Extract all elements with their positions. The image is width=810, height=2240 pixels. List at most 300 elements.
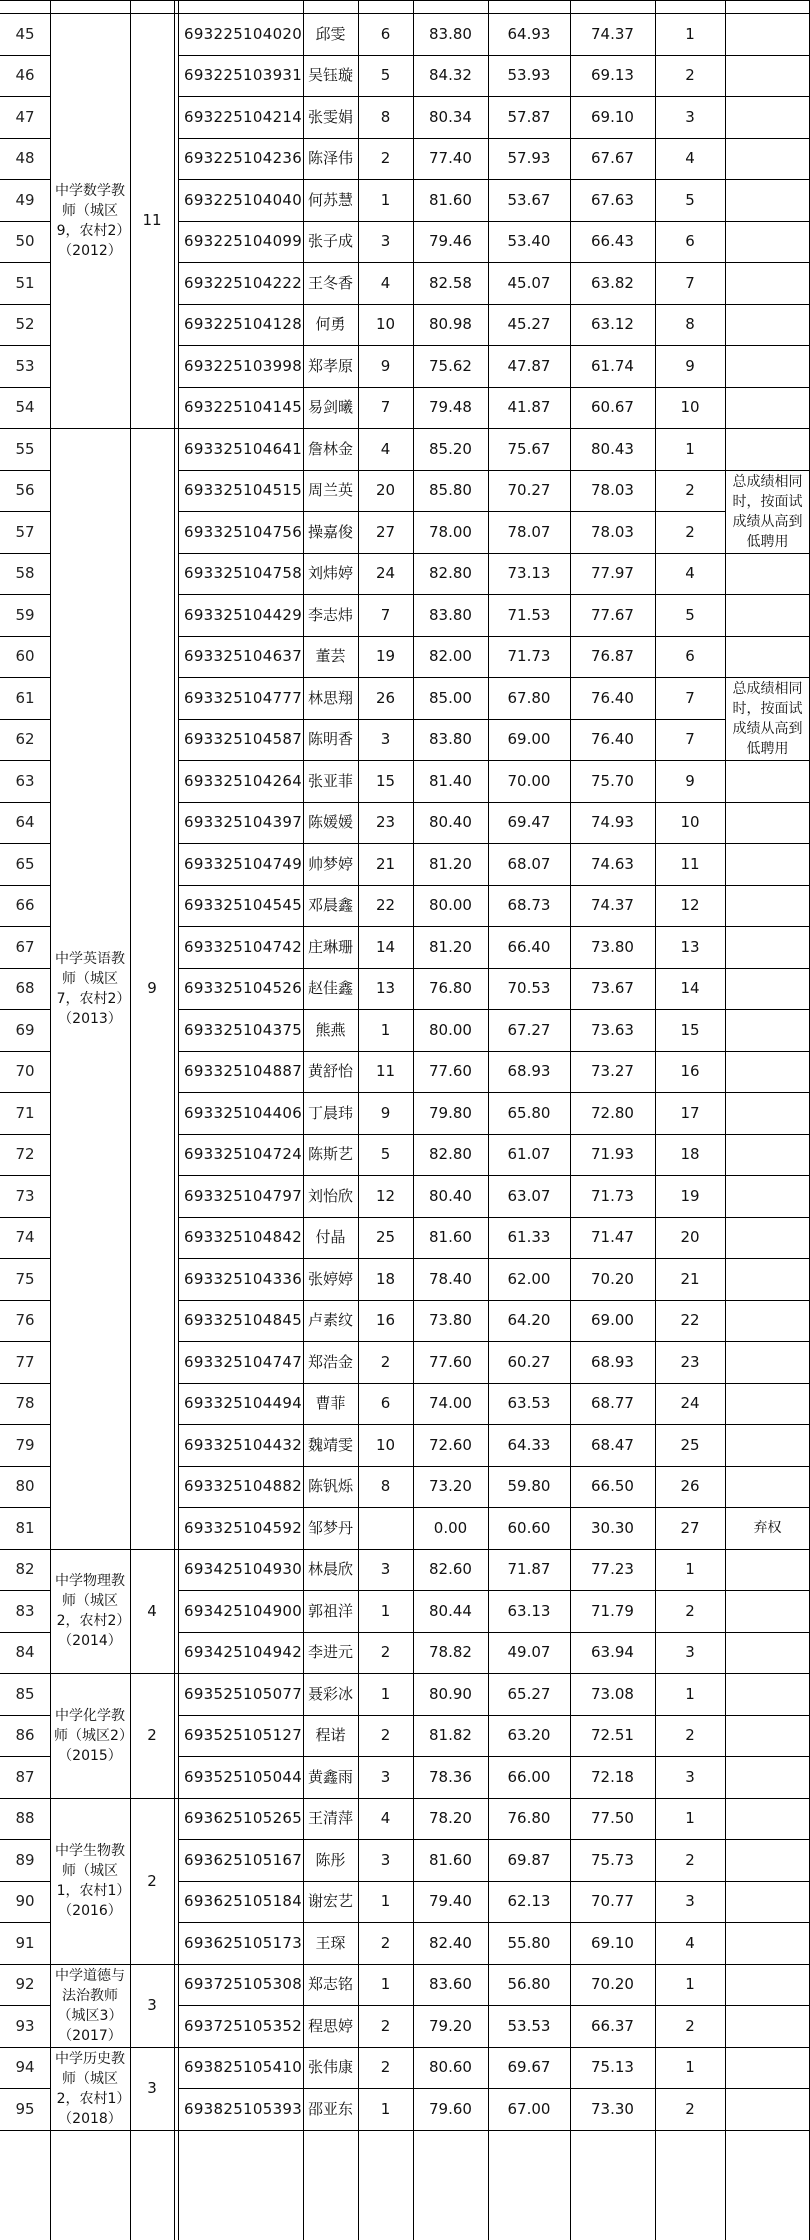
grid-line bbox=[725, 1839, 810, 1840]
candidate-name: 李志炜 bbox=[307, 605, 353, 624]
written-score: 64.93 bbox=[507, 24, 551, 43]
grid-line bbox=[178, 13, 725, 14]
row-number: 66 bbox=[15, 896, 35, 915]
grid-line bbox=[725, 843, 810, 844]
grid-line bbox=[178, 1258, 725, 1259]
grid-line bbox=[178, 2088, 725, 2089]
draw-number: 1 bbox=[380, 2099, 391, 2118]
grid-line bbox=[413, 0, 414, 2240]
grid-line bbox=[50, 1798, 178, 1799]
grid-line bbox=[725, 1009, 810, 1010]
row-number: 78 bbox=[15, 1394, 35, 1413]
total-score: 75.73 bbox=[591, 1850, 634, 1869]
candidate-name: 何苏慧 bbox=[307, 190, 353, 209]
grid-line bbox=[0, 1715, 50, 1716]
draw-number: 8 bbox=[380, 1477, 391, 1496]
grid-line bbox=[725, 55, 810, 56]
grid-line bbox=[178, 553, 725, 554]
row-number: 87 bbox=[15, 1767, 35, 1786]
row-number: 52 bbox=[15, 315, 35, 334]
row-number: 72 bbox=[15, 1145, 35, 1164]
grid-line bbox=[0, 470, 50, 471]
grid-line bbox=[725, 1424, 810, 1425]
grid-line bbox=[655, 0, 656, 2240]
written-score: 64.33 bbox=[507, 1435, 551, 1454]
rank: 4 bbox=[685, 564, 695, 583]
grid-line bbox=[178, 2047, 725, 2048]
written-score: 71.53 bbox=[507, 605, 551, 624]
rank: 15 bbox=[680, 1020, 700, 1039]
candidate-name: 张子成 bbox=[307, 232, 353, 251]
grid-line bbox=[725, 1964, 810, 1965]
written-score: 64.20 bbox=[507, 1311, 551, 1330]
remark bbox=[725, 1051, 810, 1092]
rank: 3 bbox=[685, 1767, 695, 1786]
ticket-number: 693325104747 bbox=[184, 1352, 303, 1371]
draw-number: 6 bbox=[380, 24, 391, 43]
grid-line bbox=[0, 1051, 50, 1052]
grid-line bbox=[725, 885, 810, 886]
remark bbox=[725, 926, 810, 968]
ticket-number: 693425104942 bbox=[184, 1643, 303, 1662]
grid-line bbox=[178, 1673, 725, 1674]
candidate-name: 邵亚东 bbox=[307, 2099, 353, 2118]
candidate-name: 李进元 bbox=[307, 1643, 353, 1662]
rank: 23 bbox=[680, 1352, 700, 1371]
ticket-number: 693525105127 bbox=[184, 1726, 303, 1745]
candidate-name: 卢素纹 bbox=[307, 1311, 353, 1330]
rank: 1 bbox=[685, 1975, 695, 1994]
grid-line bbox=[725, 2047, 810, 2048]
hiring-quota: 3 bbox=[147, 1996, 157, 2015]
grid-line bbox=[178, 470, 725, 471]
hiring-quota: 11 bbox=[142, 211, 162, 230]
ticket-number: 693225104040 bbox=[184, 190, 303, 209]
row-number: 51 bbox=[15, 273, 35, 292]
total-score: 75.13 bbox=[591, 2058, 634, 2077]
total-score: 69.10 bbox=[591, 107, 634, 126]
candidate-name: 郑孝原 bbox=[307, 356, 353, 375]
total-score: 73.08 bbox=[591, 1684, 634, 1703]
grid-line bbox=[725, 1466, 810, 1467]
written-score: 65.80 bbox=[507, 1103, 551, 1122]
draw-number: 22 bbox=[375, 896, 396, 915]
ticket-number: 693825105393 bbox=[184, 2099, 303, 2118]
grid-line bbox=[178, 304, 725, 305]
remark bbox=[725, 968, 810, 1009]
row-number: 68 bbox=[15, 979, 35, 998]
ticket-number: 693225104128 bbox=[184, 315, 303, 334]
remark bbox=[725, 262, 810, 304]
grid-line bbox=[725, 470, 810, 471]
rank: 9 bbox=[685, 771, 695, 790]
ticket-number: 693225104236 bbox=[184, 149, 303, 168]
written-score: 71.87 bbox=[507, 1560, 551, 1579]
remark bbox=[725, 2005, 810, 2047]
written-score: 70.53 bbox=[507, 979, 551, 998]
written-score: 60.27 bbox=[507, 1352, 551, 1371]
total-score: 71.73 bbox=[591, 1186, 634, 1205]
hiring-quota: 2 bbox=[147, 1726, 157, 1745]
total-score: 75.70 bbox=[591, 771, 634, 790]
written-score: 49.07 bbox=[507, 1643, 551, 1662]
ticket-number: 693325104375 bbox=[184, 1020, 303, 1039]
hiring-quota: 2 bbox=[147, 1871, 157, 1890]
draw-number: 25 bbox=[375, 1228, 396, 1247]
written-score: 71.73 bbox=[507, 647, 551, 666]
rank: 9 bbox=[685, 356, 695, 375]
candidate-name: 郑志铭 bbox=[307, 1975, 353, 1994]
interview-score: 79.48 bbox=[429, 398, 472, 417]
grid-line bbox=[178, 1632, 725, 1633]
remark bbox=[725, 428, 810, 470]
grid-line bbox=[0, 1217, 50, 1218]
total-score: 67.63 bbox=[591, 190, 634, 209]
candidate-name: 程思婷 bbox=[307, 2016, 353, 2035]
row-number: 80 bbox=[15, 1477, 35, 1496]
interview-score: 83.80 bbox=[429, 605, 472, 624]
interview-score: 81.20 bbox=[429, 937, 472, 956]
ticket-number: 693325104882 bbox=[184, 1477, 303, 1496]
ticket-number: 693325104724 bbox=[184, 1145, 303, 1164]
grid-line bbox=[725, 968, 810, 969]
row-number: 89 bbox=[15, 1850, 35, 1869]
ticket-number: 693325104587 bbox=[184, 730, 303, 749]
candidate-name: 陈明香 bbox=[307, 730, 353, 749]
grid-line bbox=[0, 0, 810, 1]
interview-score: 73.80 bbox=[429, 1311, 472, 1330]
grid-line bbox=[178, 1590, 725, 1591]
rank: 1 bbox=[685, 1809, 695, 1828]
interview-score: 80.40 bbox=[429, 1186, 472, 1205]
remark bbox=[725, 636, 810, 677]
candidate-name: 易剑曦 bbox=[307, 398, 353, 417]
rank: 7 bbox=[685, 730, 695, 749]
total-score: 68.47 bbox=[591, 1435, 634, 1454]
interview-score: 79.46 bbox=[429, 232, 472, 251]
interview-score: 80.60 bbox=[429, 2058, 472, 2077]
draw-number: 2 bbox=[380, 1352, 391, 1371]
row-number: 45 bbox=[15, 24, 35, 43]
rank: 11 bbox=[680, 854, 700, 873]
ticket-number: 693325104887 bbox=[184, 1062, 303, 1081]
grid-line bbox=[725, 677, 810, 678]
row-number: 90 bbox=[15, 1892, 35, 1911]
total-score: 73.30 bbox=[591, 2099, 634, 2118]
ticket-number: 693425104930 bbox=[184, 1560, 303, 1579]
grid-line bbox=[50, 428, 178, 429]
grid-line bbox=[0, 1756, 50, 1757]
total-score: 74.37 bbox=[591, 24, 634, 43]
written-score: 67.00 bbox=[507, 2099, 551, 2118]
row-number: 58 bbox=[15, 564, 35, 583]
candidate-name: 陈泽伟 bbox=[307, 149, 353, 168]
rank: 2 bbox=[685, 481, 695, 500]
candidate-name: 陈斯艺 bbox=[307, 1145, 353, 1164]
rank: 24 bbox=[680, 1394, 700, 1413]
total-score: 68.93 bbox=[591, 1352, 634, 1371]
total-score: 67.67 bbox=[591, 149, 634, 168]
grid-line bbox=[178, 179, 725, 180]
remark bbox=[725, 1964, 810, 2005]
grid-line bbox=[0, 1175, 50, 1176]
draw-number: 21 bbox=[375, 854, 396, 873]
candidate-name: 庄琳珊 bbox=[307, 937, 353, 956]
remark bbox=[725, 1009, 810, 1051]
grid-line bbox=[725, 138, 810, 139]
grid-line bbox=[725, 2005, 810, 2006]
interview-score: 81.60 bbox=[429, 190, 472, 209]
candidate-name: 张亚菲 bbox=[307, 771, 353, 790]
grid-line bbox=[178, 843, 725, 844]
interview-score: 82.60 bbox=[429, 1560, 472, 1579]
grid-line bbox=[0, 1839, 50, 1840]
grid-line bbox=[178, 968, 725, 969]
total-score: 71.93 bbox=[591, 1145, 634, 1164]
remark bbox=[725, 221, 810, 262]
grid-line bbox=[725, 1922, 810, 1923]
written-score: 69.67 bbox=[507, 2058, 551, 2077]
ticket-number: 693225104145 bbox=[184, 398, 303, 417]
remark bbox=[725, 13, 810, 55]
grid-line bbox=[178, 719, 725, 720]
grid-line bbox=[570, 0, 571, 2240]
interview-score: 78.40 bbox=[429, 1269, 472, 1288]
grid-line bbox=[0, 138, 50, 139]
candidate-name: 王冬香 bbox=[307, 273, 353, 292]
interview-score: 75.62 bbox=[429, 356, 472, 375]
candidate-name: 曹菲 bbox=[315, 1394, 346, 1413]
written-score: 63.07 bbox=[507, 1186, 551, 1205]
written-score: 53.67 bbox=[507, 190, 551, 209]
total-score: 63.94 bbox=[591, 1643, 634, 1662]
interview-score: 0.00 bbox=[433, 1518, 468, 1537]
written-score: 75.67 bbox=[507, 439, 551, 458]
grid-line bbox=[178, 1300, 725, 1301]
grid-line bbox=[178, 1922, 725, 1923]
row-number: 94 bbox=[15, 2058, 35, 2077]
grid-line bbox=[178, 1715, 725, 1716]
row-number: 55 bbox=[15, 439, 35, 458]
rank: 3 bbox=[685, 107, 695, 126]
grid-line bbox=[178, 1466, 725, 1467]
hiring-quota: 9 bbox=[147, 979, 157, 998]
grid-line bbox=[0, 387, 50, 388]
written-score: 66.40 bbox=[507, 937, 551, 956]
grid-line bbox=[0, 843, 50, 844]
grid-line bbox=[725, 428, 810, 429]
interview-score: 81.82 bbox=[429, 1726, 472, 1745]
ticket-number: 693725105352 bbox=[184, 2016, 303, 2035]
candidate-name: 赵佳鑫 bbox=[307, 979, 353, 998]
grid-line bbox=[0, 511, 50, 512]
rank: 4 bbox=[685, 1933, 695, 1952]
written-score: 78.07 bbox=[507, 522, 551, 541]
candidate-name: 熊燕 bbox=[315, 1020, 346, 1039]
ticket-number: 693225104099 bbox=[184, 232, 303, 251]
interview-score: 81.60 bbox=[429, 1228, 472, 1247]
hiring-quota: 4 bbox=[147, 1601, 157, 1620]
ticket-number: 693625105265 bbox=[184, 1809, 303, 1828]
draw-number: 2 bbox=[380, 1933, 391, 1952]
ticket-number: 693525105044 bbox=[184, 1767, 303, 1786]
ticket-number: 693325104641 bbox=[184, 439, 303, 458]
grid-line bbox=[178, 138, 725, 139]
total-score: 74.37 bbox=[591, 896, 634, 915]
grid-line bbox=[0, 1383, 50, 1384]
interview-score: 82.00 bbox=[429, 647, 472, 666]
ticket-number: 693625105173 bbox=[184, 1933, 303, 1952]
grid-line bbox=[725, 262, 810, 263]
remark bbox=[725, 1839, 810, 1881]
rank: 2 bbox=[685, 2099, 695, 2118]
grid-line bbox=[0, 1964, 50, 1965]
rank: 19 bbox=[680, 1186, 700, 1205]
draw-number: 10 bbox=[375, 1435, 396, 1454]
draw-number: 3 bbox=[380, 730, 391, 749]
interview-score: 80.90 bbox=[429, 1684, 472, 1703]
written-score: 76.80 bbox=[507, 1809, 551, 1828]
rank: 10 bbox=[680, 813, 700, 832]
draw-number: 1 bbox=[380, 1601, 391, 1620]
candidate-name: 刘炜婷 bbox=[307, 564, 353, 583]
grid-line bbox=[725, 13, 810, 14]
total-score: 77.97 bbox=[591, 564, 634, 583]
interview-score: 78.82 bbox=[429, 1643, 472, 1662]
interview-score: 72.60 bbox=[429, 1435, 472, 1454]
interview-score: 85.80 bbox=[429, 481, 472, 500]
grid-line bbox=[725, 1507, 810, 1508]
interview-score: 81.40 bbox=[429, 771, 472, 790]
ticket-number: 693225103931 bbox=[184, 66, 303, 85]
total-score: 63.12 bbox=[591, 315, 634, 334]
grid-line bbox=[0, 2088, 50, 2089]
row-number: 65 bbox=[15, 854, 35, 873]
remark bbox=[725, 1258, 810, 1300]
interview-score: 80.34 bbox=[429, 107, 472, 126]
rank: 2 bbox=[685, 1726, 695, 1745]
written-score: 61.07 bbox=[507, 1145, 551, 1164]
remark bbox=[725, 1466, 810, 1507]
candidate-name: 王清萍 bbox=[307, 1809, 353, 1828]
remark bbox=[725, 1300, 810, 1341]
row-number: 53 bbox=[15, 356, 35, 375]
candidate-name: 邹梦丹 bbox=[307, 1518, 353, 1537]
remark bbox=[725, 96, 810, 138]
remark bbox=[725, 1341, 810, 1383]
draw-number: 13 bbox=[375, 979, 396, 998]
total-score: 71.47 bbox=[591, 1228, 634, 1247]
draw-number: 1 bbox=[380, 1020, 391, 1039]
draw-number: 1 bbox=[380, 1892, 391, 1911]
ticket-number: 693325104515 bbox=[184, 481, 303, 500]
remark bbox=[725, 1549, 810, 1590]
rank: 25 bbox=[680, 1435, 700, 1454]
draw-number: 14 bbox=[375, 937, 396, 956]
written-score: 45.07 bbox=[507, 273, 551, 292]
candidate-name: 魏靖雯 bbox=[307, 1435, 353, 1454]
remark bbox=[725, 1383, 810, 1424]
grid-line bbox=[0, 1549, 50, 1550]
row-number: 63 bbox=[15, 771, 35, 790]
remark bbox=[725, 55, 810, 96]
grid-line bbox=[0, 262, 50, 263]
total-score: 63.82 bbox=[591, 273, 634, 292]
row-number: 82 bbox=[15, 1560, 35, 1579]
grid-line bbox=[725, 802, 810, 803]
draw-number: 19 bbox=[375, 647, 396, 666]
interview-score: 84.32 bbox=[429, 66, 472, 85]
interview-score: 78.36 bbox=[429, 1767, 472, 1786]
grid-line bbox=[0, 1881, 50, 1882]
candidate-name: 程诺 bbox=[315, 1726, 346, 1745]
candidate-name: 操嘉俊 bbox=[307, 522, 353, 541]
draw-number: 4 bbox=[380, 1809, 391, 1828]
grid-line bbox=[50, 0, 51, 2240]
grid-line bbox=[178, 221, 725, 222]
ticket-number: 693325104777 bbox=[184, 688, 303, 707]
interview-score: 74.00 bbox=[429, 1394, 472, 1413]
candidate-name: 郭祖洋 bbox=[307, 1601, 353, 1620]
total-score: 72.80 bbox=[591, 1103, 634, 1122]
rank: 2 bbox=[685, 522, 695, 541]
grid-line bbox=[178, 1092, 725, 1093]
rank: 6 bbox=[685, 647, 695, 666]
interview-score: 80.00 bbox=[429, 896, 472, 915]
grid-line bbox=[0, 2130, 50, 2131]
total-score: 78.03 bbox=[591, 481, 634, 500]
remark bbox=[725, 553, 810, 594]
row-number: 64 bbox=[15, 813, 35, 832]
remark bbox=[725, 2047, 810, 2088]
candidate-name: 郑浩金 bbox=[307, 1352, 353, 1371]
draw-number: 15 bbox=[375, 771, 396, 790]
total-score: 66.50 bbox=[591, 1477, 634, 1496]
position-name: 中学生物教师（城区1，农村1）（2016） bbox=[55, 1843, 125, 1919]
row-number: 88 bbox=[15, 1809, 35, 1828]
row-number: 49 bbox=[15, 190, 35, 209]
draw-number: 7 bbox=[380, 605, 391, 624]
written-score: 67.27 bbox=[507, 1020, 551, 1039]
rank: 20 bbox=[680, 1228, 700, 1247]
grid-line bbox=[0, 1009, 50, 1010]
total-score: 77.67 bbox=[591, 605, 634, 624]
total-score: 77.50 bbox=[591, 1809, 634, 1828]
grid-line bbox=[178, 1051, 725, 1052]
remark bbox=[725, 594, 810, 636]
candidate-name: 张婷婷 bbox=[307, 1269, 353, 1288]
grid-line bbox=[130, 0, 131, 2240]
grid-line bbox=[0, 1507, 50, 1508]
rank: 12 bbox=[680, 896, 700, 915]
rank: 14 bbox=[680, 979, 700, 998]
grid-line bbox=[0, 221, 50, 222]
ticket-number: 693325104742 bbox=[184, 937, 303, 956]
grid-line bbox=[725, 1549, 810, 1550]
candidate-name: 林晨欣 bbox=[307, 1560, 353, 1579]
draw-number: 23 bbox=[375, 813, 396, 832]
written-score: 53.93 bbox=[507, 66, 551, 85]
candidate-name: 付晶 bbox=[315, 1228, 346, 1247]
rank: 3 bbox=[685, 1643, 695, 1662]
interview-score: 81.60 bbox=[429, 1850, 472, 1869]
interview-score: 82.80 bbox=[429, 1145, 472, 1164]
grid-line bbox=[725, 1715, 810, 1716]
candidate-name: 陈钒烁 bbox=[307, 1477, 353, 1496]
grid-line bbox=[50, 1673, 178, 1674]
interview-score: 80.98 bbox=[429, 315, 472, 334]
row-number: 71 bbox=[15, 1103, 35, 1122]
